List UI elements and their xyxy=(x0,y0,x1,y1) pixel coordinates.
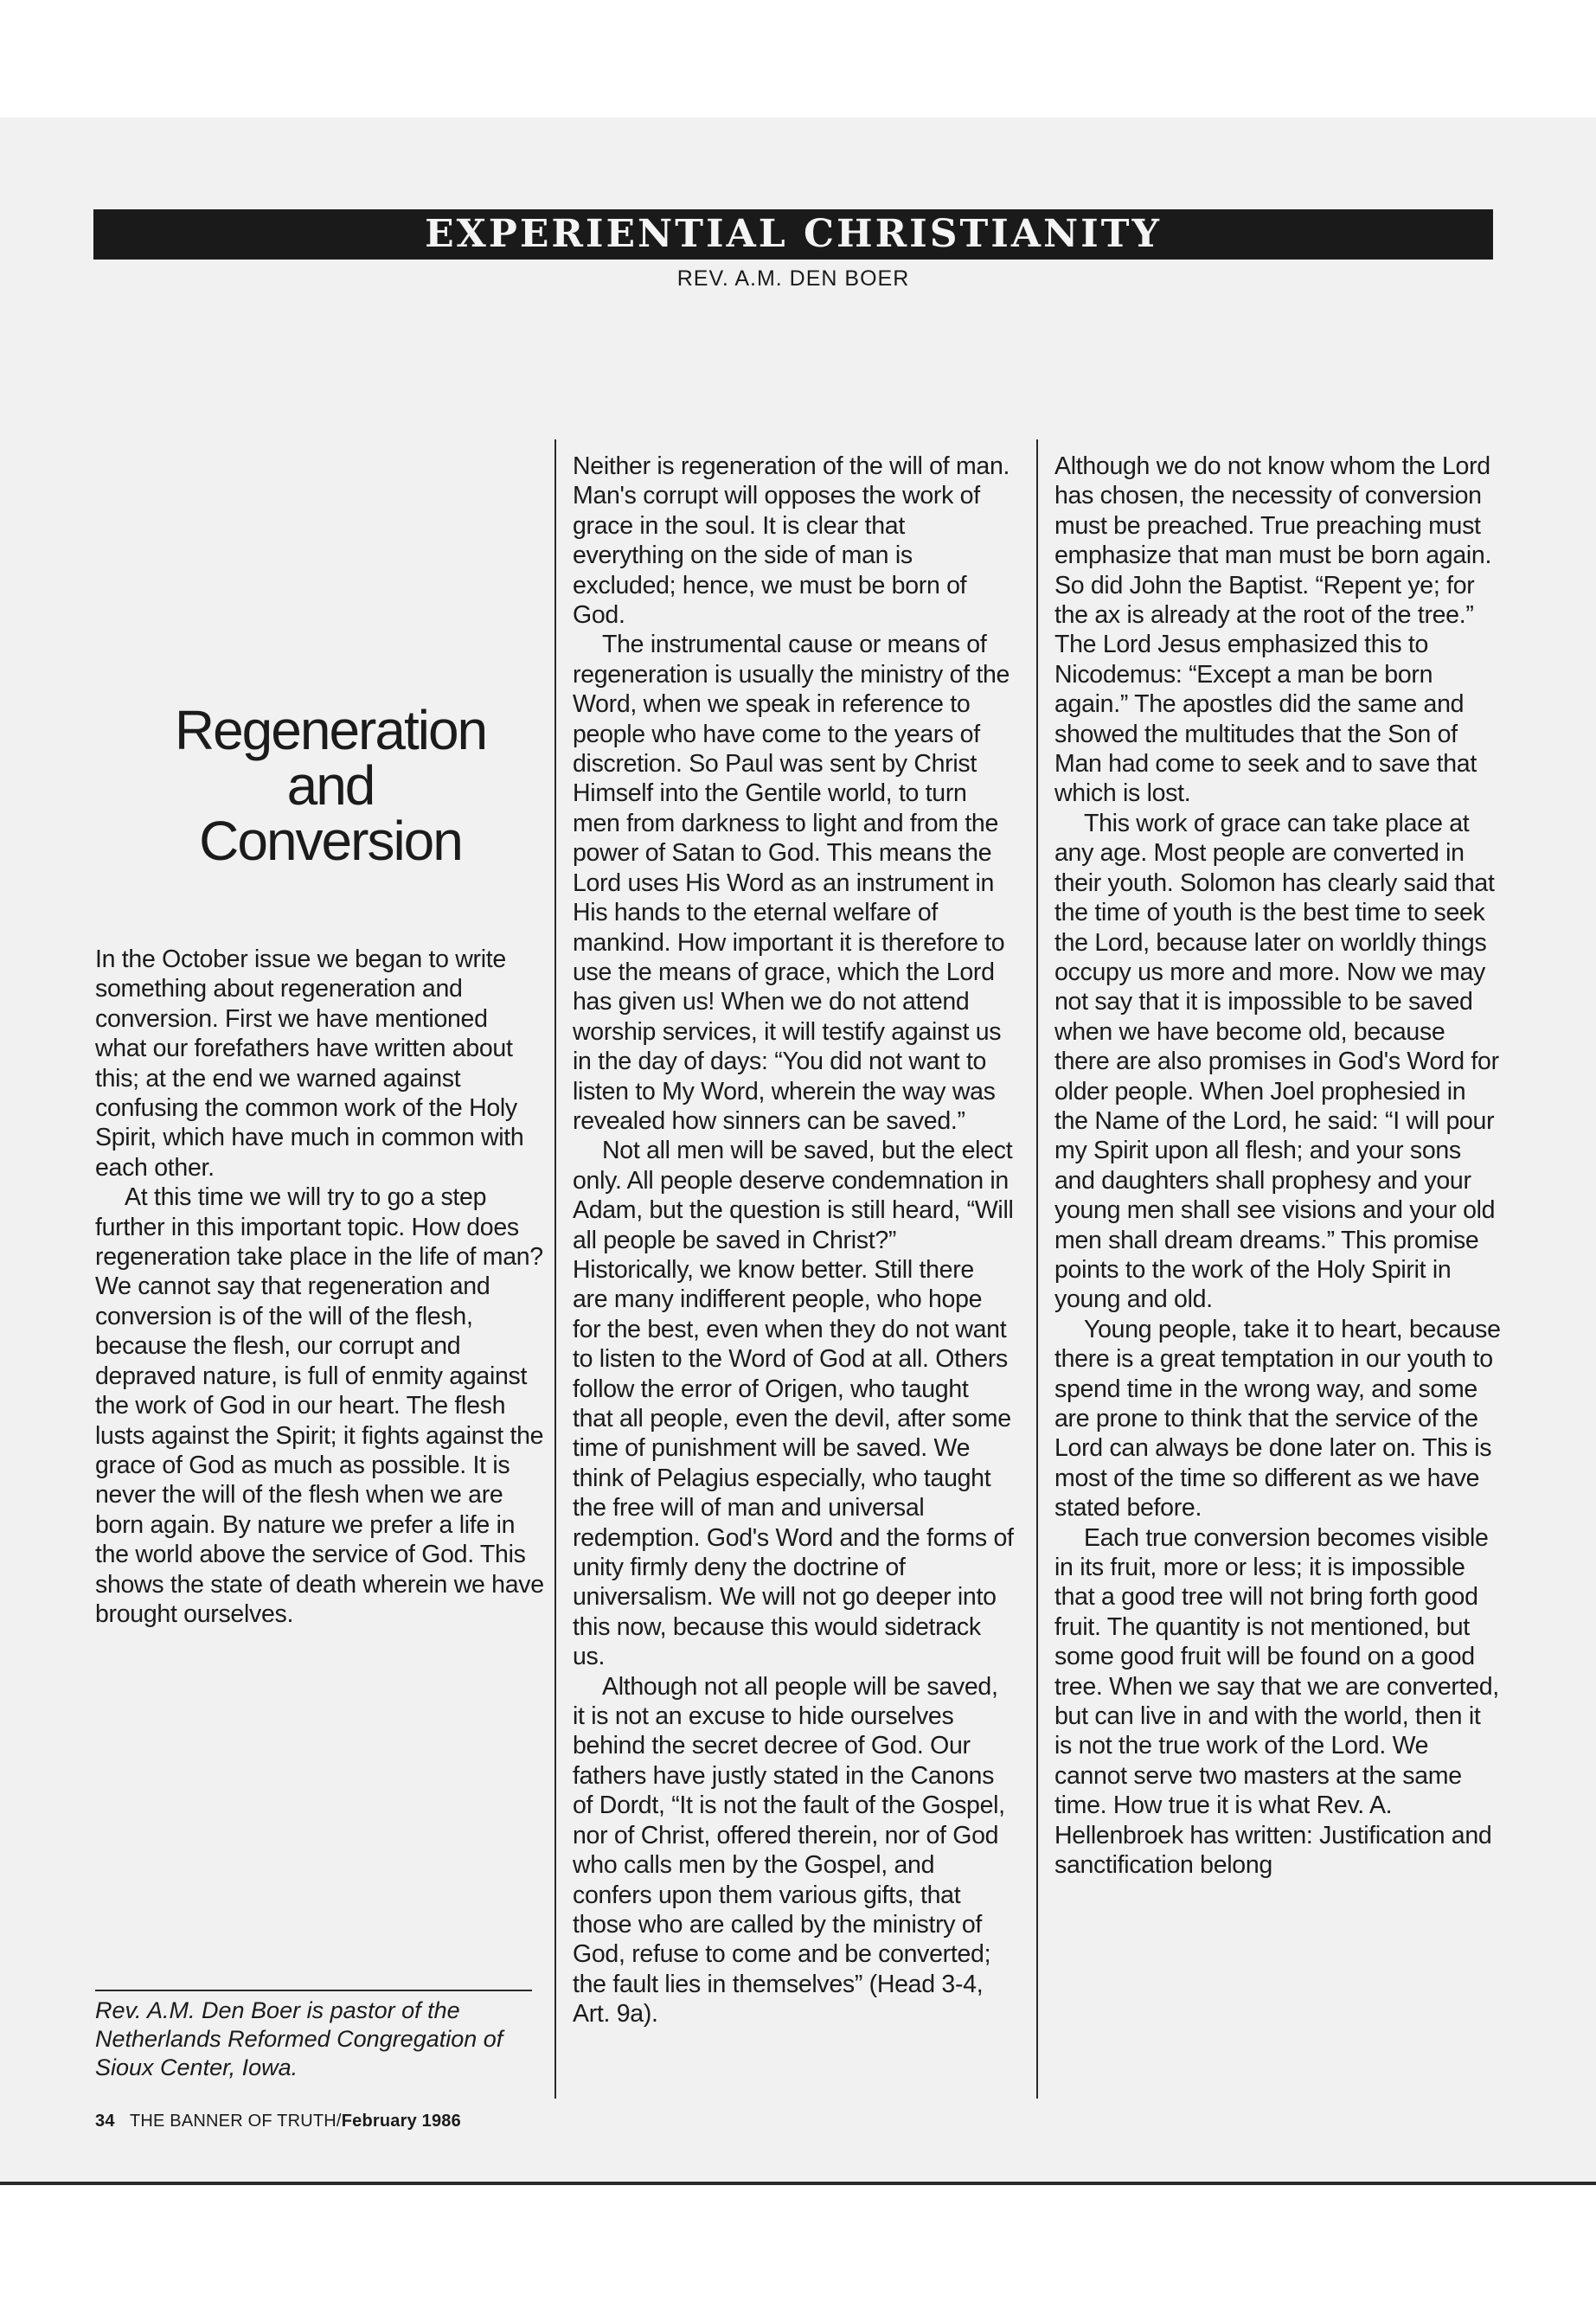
title-line-2: and xyxy=(286,754,375,817)
paragraph: Although we do not know whom the Lord has chosen, the necessity of conversion must be preached. True preaching must emphasize that man must be born again. So did John the Baptist. “Repent ye; for the ax is already at the root of the tree.” The Lord Jesus emphasized this to Nicodemus: “Except a man be born again.” The apostles did the same and showed the multitudes that the Son of Man had come to seek and to save that which is lost. xyxy=(1054,452,1492,808)
title-line-1: Regeneration xyxy=(174,699,487,761)
section-banner xyxy=(93,209,1493,260)
paragraph: Not all men will be saved, but the elect only. All people deserve condemnation in Adam, but the question is still heard, “Will all people be saved in Christ?” Historically, we know better. Still there are many indifferent people, who hope for the best, even when they do not want to listen to the Word of God at all. Others follow the error of Origen, who taught that all people, even the devil, after some time of punishment will be saved. We think of Pelagius especially, who taught the free will of man and universal redemption. God's Word and the forms of unity firmly deny the doctrine of universalism. We will not go deeper into this now, because this would sidetrack us. xyxy=(573,1137,1014,1671)
column-divider xyxy=(554,439,556,2099)
section-title: EXPERIENTIAL CHRISTIANITY xyxy=(425,212,1162,256)
column-2 xyxy=(573,452,1014,2029)
author-note-rule xyxy=(95,1990,532,1991)
article-title xyxy=(93,699,567,872)
page-number: 34 xyxy=(95,2112,115,2131)
paragraph: The instrumental cause or means of regeneration is usually the ministry of the Word, when we speak in reference to people who have come to the years of discretion. So Paul was sent by Christ Himself into the Gentile world, to turn men from darkness to light and from the power of Satan to God. This means the Lord uses His Word as an instrument in His hands to the eternal welfare of mankind. How important it is therefore to use the means of grace, which the Lord has given us! When we do not attend worship services, it will testify against us in the day of days: “You did not want to listen to My Word, wherein the way was revealed how sinners can be saved.” xyxy=(573,631,1010,1135)
column-3 xyxy=(1054,452,1504,1881)
page-footer xyxy=(95,2108,461,2134)
paragraph: Each true conversion becomes visible in its fruit, more or less; it is impossible that a good tree will not bring forth good fruit. The quantity is not mentioned, but some good fruit will be found on a good tree. When we say that we are converted, but can live in and with the world, then it is not the true work of the Lord. We cannot serve two masters at the same time. How true it is what Rev. A. Hellenbroek has written: Justification and sanctification belong xyxy=(1054,1523,1499,1880)
issue-date: February 1986 xyxy=(341,2112,461,2131)
author-note: Rev. A.M. Den Boer is pastor of the Netherlands Reformed Congregation of Sioux Center, Iowa. xyxy=(95,1997,503,2080)
paragraph: In the October issue we began to write something about regeneration and conversion. First we have mentioned what our forefathers have written about this; at the end we warned against confusing the common work of the Holy Spirit, which have much in common with each other. xyxy=(95,945,524,1182)
paragraph: Neither is regeneration of the will of man. Man's corrupt will opposes the work of grace in the soul. It is clear that everything on the side of man is excluded; hence, we must be born of God. xyxy=(573,452,1010,630)
paragraph: Young people, take it to heart, because there is a great temptation in our youth to spend time in the wrong way, and some are prone to think that the service of the Lord can always be done later on. This is most of the time so different as we have stated before. xyxy=(1054,1315,1501,1522)
paragraph: This work of grace can take place at any age. Most people are converted in their youth. Solomon has clearly said that the time of youth is the best time to seek the Lord, because later on worldly things occupy us more and more. Now we may not say that it is impossible to be saved when we have become old, because there are also promises in God's Word for older people. When Joel prophesied in the Name of the Lord, he said: “I will pour my Spirit upon all flesh; and your sons and daughters shall prophesy and your young men shall see visions and your old men shall dream dreams.” This promise points to the work of the Holy Spirit in young and old. xyxy=(1054,809,1499,1314)
column-1 xyxy=(95,945,545,1629)
title-line-3: Conversion xyxy=(199,810,462,872)
paragraph: Although not all people will be saved, it is not an excuse to hide ourselves behind the secret decree of God. Our fathers have justly stated in the Canons of Dordt, “It is not the fault of the Gospel, nor of Christ, offered therein, nor of God who calls men by the Gospel, and confers upon them various gifts, that those who are called by the ministry of God, refuse to come and be converted; the fault lies in themselves” (Head 3-4, Art. 9a). xyxy=(573,1672,1005,2029)
column-divider xyxy=(1036,439,1038,2099)
paragraph: At this time we will try to go a step further in this important topic. How does regeneration take place in the life of man? We cannot say that regeneration and conversion is of the will of the flesh, because the flesh, our corrupt and depraved nature, is full of enmity against the work of God in our heart. The flesh lusts against the Spirit; it fights against the grace of God as much as possible. It is never the will of the flesh when we are born again. By nature we prefer a life in the world above the service of God. This shows the state of death wherein we have brought ourselves. xyxy=(95,1183,544,1628)
publication-name: THE BANNER OF TRUTH/ xyxy=(129,2112,342,2131)
author-byline: REV. A.M. DEN BOER xyxy=(676,266,910,291)
page-edge-rule xyxy=(0,2182,1596,2185)
